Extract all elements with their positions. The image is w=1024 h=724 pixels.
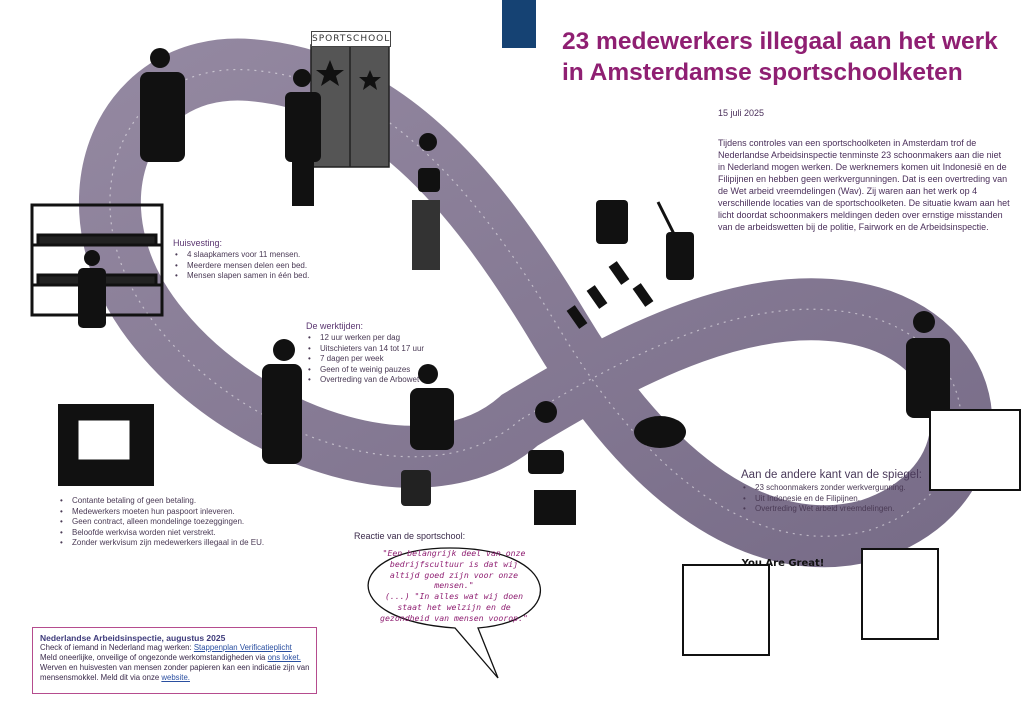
payment-section bbox=[58, 494, 358, 549]
housing-item: • Mensen slapen samen in één bed. bbox=[187, 271, 333, 282]
mirror-frame-1 bbox=[930, 410, 1020, 490]
info-box bbox=[32, 627, 317, 694]
payment-item: • Contante betaling of geen betaling. bbox=[72, 496, 358, 507]
mirror-item: • Uit Indonesie en de Filipijnen. bbox=[755, 494, 941, 505]
worktimes-item: • Overtreding van de Arbowet bbox=[320, 375, 456, 386]
gym-sign: SPORTSCHOOL bbox=[311, 31, 391, 47]
worktimes-title: De werktijden: bbox=[306, 321, 364, 331]
worktimes-item: • Uitschieters van 14 tot 17 uur bbox=[320, 344, 456, 355]
intro-paragraph: Tijdens controles van een sportschoolketen in Amsterdam trof de Nederlandse Arbeidsinspectie tenminste 23 schoonmakers aan die niet in Nederland mogen werken. De werknemers komen uit Indonesië en de Filipijnen en hebben geen werkvergunningen. Dat is een overtreding van de Wet arbeid vreemdelingen (Wav). Zij waren aan het werk op 4 verschillende locaties van de sportschoolketen. De situatie kwam aan het licht doordat schoonmakers meldingen deden over ernstige misstanden van de arbeidswetten bij de politie, Fairwork en de Arbeidsinspectie. bbox=[718, 138, 1010, 232]
info-line-2 bbox=[40, 653, 310, 663]
mirror-item: • Overtreding Wet arbeid vreemdelingen. bbox=[755, 504, 941, 515]
mirror-frame-2 bbox=[683, 565, 769, 655]
info-line-3 bbox=[40, 663, 310, 683]
quote-part-1: "Een belangrijk deel van onze bedrijfscultuur is dat wij altijd goed zijn voor onze mensen." bbox=[382, 548, 526, 591]
info-line-1 bbox=[40, 643, 310, 653]
quote-part-2: (...) "In alles wat wij doen staat het welzijn en de gezondheid van mensen voorop." bbox=[380, 591, 528, 623]
worktimes-item: • 12 uur werken per dag bbox=[320, 333, 456, 344]
verification-link[interactable]: Stappenplan Verificatieplicht bbox=[193, 643, 292, 652]
worktimes-item: • Geen of te weinig pauzes bbox=[320, 365, 456, 376]
payment-item: • Medewerkers moeten hun paspoort inleveren. bbox=[72, 507, 358, 518]
reply-quote bbox=[374, 548, 534, 624]
mirror-title: Aan de andere kant van de spiegel: bbox=[741, 469, 922, 481]
info-line-1-text: Check of iemand in Nederland mag werken: bbox=[40, 643, 192, 652]
mirror-frame-3 bbox=[862, 549, 938, 639]
report-desk-link[interactable]: ons loket. bbox=[267, 653, 301, 662]
reply-title: Reactie van de sportschool: bbox=[354, 531, 466, 541]
title-line-1: 23 medewerkers illegaal aan het werk bbox=[562, 28, 998, 55]
info-box-title: Nederlandse Arbeidsinspectie, augustus 2025 bbox=[40, 633, 226, 643]
mirror-section bbox=[741, 469, 941, 515]
housing-item: • Meerdere mensen delen een bed. bbox=[187, 261, 333, 272]
mirror-item: • 23 schoonmakers zonder werkvergunning. bbox=[755, 483, 941, 494]
payment-item: • Beloofde werkvisa worden niet verstrekt. bbox=[72, 528, 358, 539]
info-line-3-text: Werven en huisvesten van mensen zonder papieren kan een indicatie zijn van mensensmokkel. Meld dit via onze bbox=[40, 663, 310, 682]
housing-item: • 4 slaapkamers voor 11 mensen. bbox=[187, 250, 333, 261]
government-logo bbox=[502, 0, 536, 48]
worktimes-section bbox=[306, 321, 456, 386]
page-title bbox=[562, 26, 1002, 88]
worktimes-item: • 7 dagen per week bbox=[320, 354, 456, 365]
info-line-2-text: Meld oneerlijke, onveilige of ongezonde werkomstandigheden via bbox=[40, 653, 266, 662]
payment-item: • Geen contract, alleen mondelinge toezeggingen. bbox=[72, 517, 358, 528]
publication-date: 15 juli 2025 bbox=[718, 108, 765, 118]
housing-title: Huisvesting: bbox=[173, 238, 223, 248]
housing-section bbox=[173, 238, 333, 282]
mirror-sign: You Are Great! bbox=[741, 558, 825, 569]
payment-item: • Zonder werkvisum zijn medewerkers illegaal in de EU. bbox=[72, 538, 358, 549]
website-link[interactable]: website. bbox=[161, 673, 190, 682]
title-line-2: in Amsterdamse sportschoolketen bbox=[562, 59, 963, 86]
